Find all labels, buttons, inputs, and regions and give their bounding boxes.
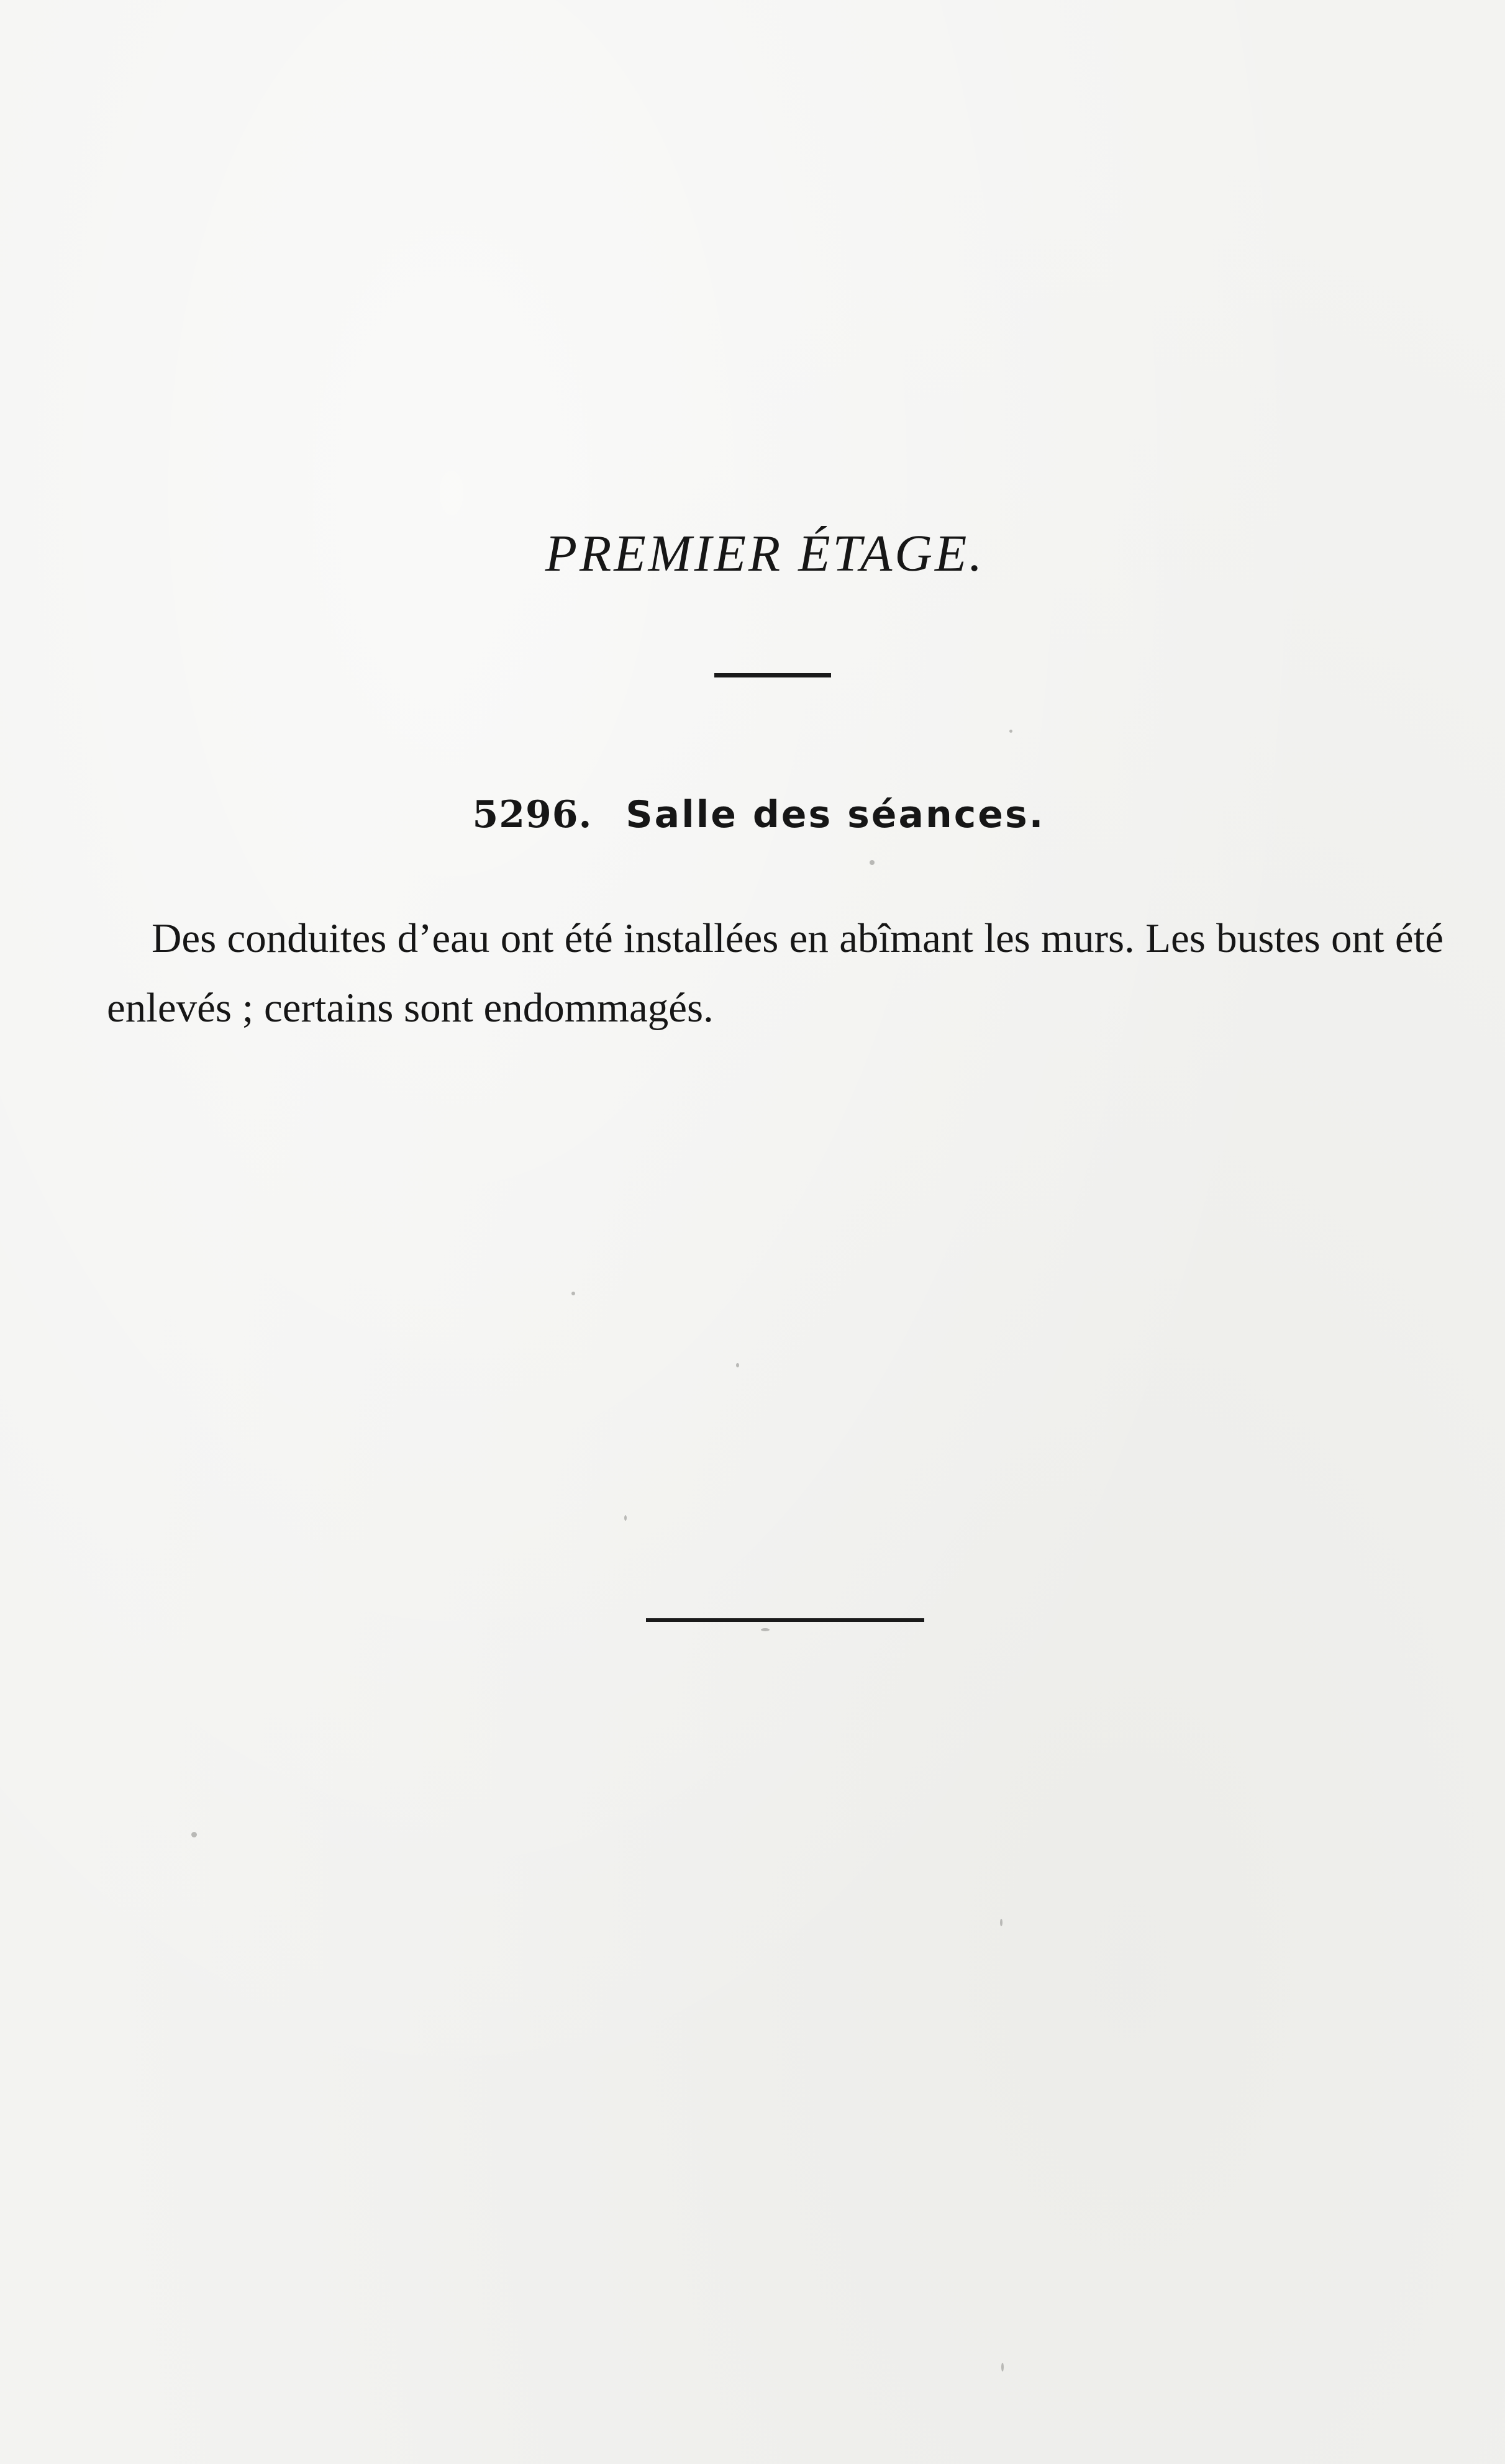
paper-speck bbox=[191, 1832, 197, 1837]
paper-speck bbox=[624, 1515, 627, 1521]
entry-title-label: Salle des séances. bbox=[625, 793, 1045, 836]
entry-title bbox=[0, 793, 1505, 836]
entry-paragraph: Des conduites d’eau ont été installées en abîmant les murs. Les bustes ont été enlevés ; certains sont endommagés. bbox=[107, 915, 1444, 1031]
paper-speck bbox=[571, 1292, 575, 1295]
paper-speck bbox=[870, 860, 875, 865]
end-divider bbox=[646, 1618, 924, 1622]
paper-speck bbox=[1009, 730, 1012, 733]
paper-speck bbox=[761, 1628, 770, 1631]
paper-speck bbox=[736, 1363, 739, 1367]
paper-speck bbox=[1000, 1919, 1003, 1926]
paper-speck bbox=[1001, 2363, 1004, 2371]
entry-number: 5296. bbox=[472, 793, 593, 836]
heading-divider bbox=[714, 673, 831, 677]
section-heading: PREMIER ÉTAGE. bbox=[545, 525, 985, 582]
